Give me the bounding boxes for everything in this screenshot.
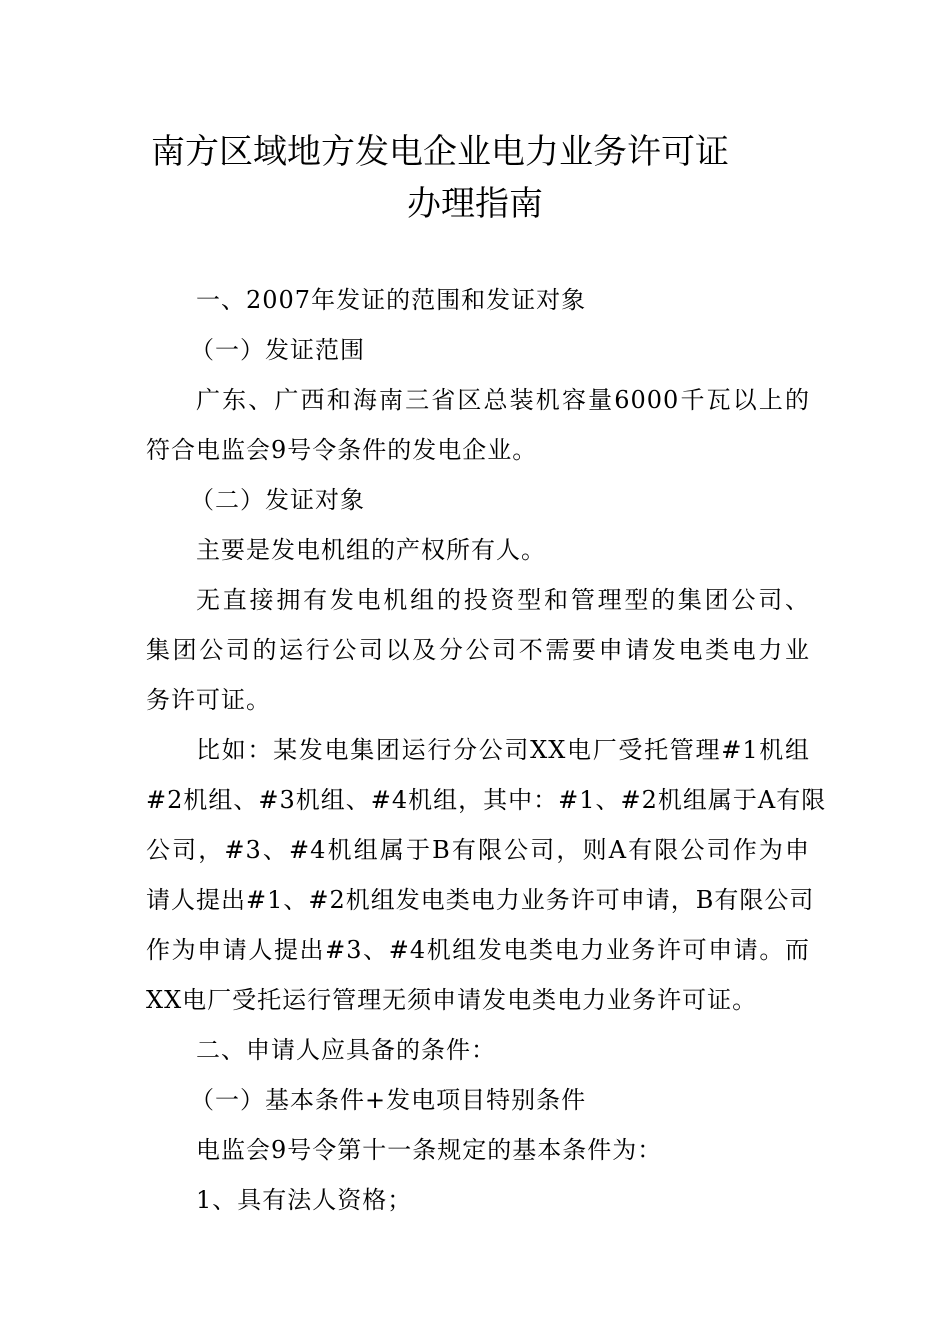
paragraph-line: 广东、广西和海南三省区总装机容量6000千瓦以上的: [196, 386, 810, 414]
paragraph-line: XX电厂受托运行管理无须申请发电类电力业务许可证。: [146, 986, 758, 1014]
paragraph-line: 务许可证。: [146, 686, 271, 714]
paragraph-line: 比如：某发电集团运行分公司XX电厂受托管理#1机组: [196, 736, 810, 764]
paragraph-line: 符合电监会9号令条件的发电企业。: [146, 436, 538, 464]
subsection-heading-conditions: （一）基本条件+发电项目特别条件: [190, 1086, 587, 1114]
section-heading-1: 一、2007年发证的范围和发证对象: [196, 286, 587, 314]
paragraph-line: 电监会9号令第十一条规定的基本条件为：: [196, 1136, 663, 1164]
paragraph-line: 集团公司的运行公司以及分公司不需要申请发电类电力业: [146, 636, 810, 664]
document-title-line-2: 办理指南: [407, 184, 543, 224]
document-title-line-1: 南方区域地方发电企业电力业务许可证: [151, 132, 729, 172]
subsection-heading-target: （二）发证对象: [190, 486, 365, 514]
section-heading-2: 二、申请人应具备的条件：: [196, 1036, 496, 1064]
paragraph-line: 作为申请人提出#3、#4机组发电类电力业务许可申请。而: [146, 936, 810, 964]
paragraph-line: 无直接拥有发电机组的投资型和管理型的集团公司、: [196, 586, 810, 614]
paragraph-line: #2机组、#3机组、#4机组，其中：#1、#2机组属于A有限: [146, 786, 827, 814]
paragraph-line: 主要是发电机组的产权所有人。: [196, 536, 546, 564]
subsection-heading-scope: （一）发证范围: [190, 336, 365, 364]
list-item: 1、具有法人资格；: [196, 1186, 413, 1214]
paragraph-line: 请人提出#1、#2机组发电类电力业务许可申请，B有限公司: [146, 886, 815, 914]
paragraph-line: 公司，#3、#4机组属于B有限公司，则A有限公司作为申: [146, 836, 810, 864]
